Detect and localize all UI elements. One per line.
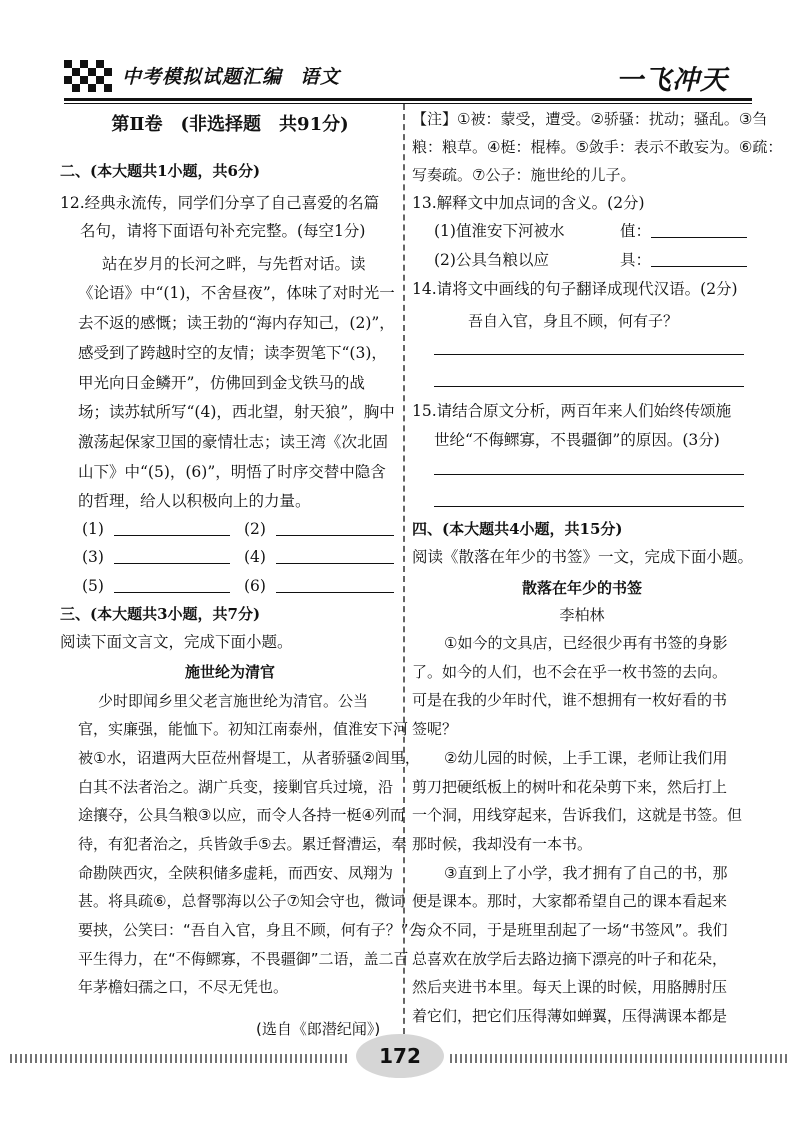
part3-heading: 三、(本大题共3小题，共7分)	[60, 605, 261, 623]
notes-line: 写奏疏。⑦公子：施世纶的儿子。	[412, 166, 636, 184]
fill-blank-5[interactable]	[82, 575, 230, 597]
q12-line: 激荡起保家卫国的豪情壮志；读王湾《次北固	[78, 433, 389, 451]
article-line: 一个洞，用线穿起来，告诉我们，这就是书签。但	[412, 806, 743, 824]
article-line: 便是课本。那时，大家都希望自己的课本看起来	[412, 892, 728, 910]
q12-line: 去不返的感慨；读王勃的“海内存知己，(2)”，	[78, 314, 395, 332]
fill-label: (5)	[82, 577, 104, 595]
q12-line: 场；读苏轼所写“(4)，西北望，射天狼”，胸中	[78, 403, 395, 421]
section-title: 第Ⅱ卷 (非选择题 共91分)	[111, 114, 349, 135]
q14-prompt: 14.请将文中画线的句子翻译成现代汉语。(2分)	[412, 280, 738, 298]
fill-blank-2[interactable]	[244, 518, 394, 540]
part4-heading: 四、(本大题共4小题，共15分)	[412, 520, 623, 538]
article-line: 可是在我的少年时代，谁不想拥有一枚好看的书	[412, 691, 728, 709]
article-line: ①如今的文具店，已经很少再有书签的身影	[444, 634, 728, 652]
part4-instruction: 阅读《散落在年少的书签》一文，完成下面小题。	[412, 548, 754, 566]
q15-answer-line[interactable]	[434, 474, 744, 475]
article-line: 然后夹进书本里。每天上课的时候，用胳膊肘压	[412, 978, 728, 996]
footer-ornament-left	[10, 1054, 350, 1063]
passage-title: 施世纶为清官	[184, 663, 275, 681]
passage-line: 平生得力，在“不侮鳏寡，不畏疆御”二语，盖二百	[78, 950, 409, 968]
fill-blank-1[interactable]	[82, 518, 230, 540]
fill-label: (2)	[244, 520, 266, 538]
fill-blank-6[interactable]	[244, 575, 394, 597]
page-number: 172	[356, 1034, 444, 1078]
passage-line: 命勘陕西灾，全陕积储多虚耗，而西安、凤翔为	[78, 864, 394, 882]
q12-line: 《论语》中“(1)，不舍昼夜”，体味了对时光一	[78, 284, 395, 302]
passage-line: 年茅檐妇孺之口，不尽无凭也。	[78, 978, 289, 996]
series-title	[122, 62, 340, 89]
page-header	[0, 0, 800, 110]
article-line: ②幼儿园的时候，上手工课，老师让我们用	[444, 749, 728, 767]
article-line: 那时候，我却没有一本书。	[412, 835, 593, 853]
q12-line: 名句，请将下面语句补充完整。(每空1分)	[80, 222, 366, 240]
fill-blank-3[interactable]	[82, 546, 230, 568]
q12-line: 山下》中“(5)，(6)”，明悟了时序交替中隐含	[78, 463, 386, 481]
q13-answer-2[interactable]	[620, 249, 747, 271]
q14-sentence: 吾自入官，身且不顾，何有子？	[468, 312, 679, 330]
brand-logo: 一飞冲天	[616, 65, 728, 96]
q13-item-1: (1)值淮安下河被水	[434, 222, 565, 240]
fill-label: (1)	[82, 520, 104, 538]
part3-instruction: 阅读下面文言文，完成下面小题。	[60, 633, 293, 651]
notes-line: 【注】①被：蒙受，遭受。②骄骚：扰动；骚乱。③刍	[412, 110, 768, 128]
article-line: ③直到上了小学，我才拥有了自己的书，那	[444, 864, 728, 882]
q13-answer-1[interactable]	[620, 220, 747, 242]
article-line: 了。如今的人们，也不会在乎一枚书签的去向。	[412, 663, 728, 681]
article-line: 剪刀把硬纸板上的树叶和花朵剪下来，然后打上	[412, 778, 728, 796]
article-line: 签呢？	[412, 720, 458, 738]
fill-label: (6)	[244, 577, 266, 595]
passage-line: 被①水，诏遣两大臣莅州督堤工，从者骄骚②闾里，	[78, 749, 420, 767]
passage-line: 要挟，公笑曰：“吾自入官，身且不顾，何有子？”公	[78, 921, 424, 939]
part2-heading: 二、(本大题共1小题，共6分)	[60, 162, 261, 180]
q12-line: 站在岁月的长河之畔，与先哲对话。读	[102, 255, 366, 273]
q12-line: 12.经典永流传，同学们分享了自己喜爱的名篇	[60, 194, 380, 212]
article-author: 李柏林	[559, 606, 605, 624]
footer-ornament-right	[450, 1054, 790, 1063]
q15-prompt: 世纶“不侮鳏寡，不畏疆御”的原因。(3分)	[434, 431, 720, 449]
header-rule	[64, 98, 752, 101]
q13-label: 具：	[620, 251, 652, 269]
article-line: 着它们，把它们压得薄如蝉翼，压得满课本都是	[412, 1007, 728, 1025]
checker-logo-icon	[64, 60, 112, 98]
fill-label: (3)	[82, 548, 104, 566]
q13-label: 值：	[620, 222, 652, 240]
series-name: 中考模拟试题汇编	[122, 66, 283, 88]
article-line: 与众不同，于是班里刮起了一场“书签风”。我们	[412, 921, 728, 939]
passage-line: 少时即闻乡里父老言施世纶为清官。公当	[98, 692, 369, 710]
passage-line: 官，实廉强，能恤下。初知江南泰州，值淮安下河	[78, 720, 409, 738]
q15-prompt: 15.请结合原文分析，两百年来人们始终传颂施	[412, 402, 732, 420]
passage-line: 待，有犯者治之，兵皆敛手⑤去。累迁督漕运，奉	[78, 835, 407, 853]
q15-answer-line[interactable]	[434, 506, 744, 507]
q12-line: 感受到了跨越时空的友情；读李贺笔下“(3)，	[78, 344, 387, 362]
passage-line: 甚。将具疏⑥，总督鄂海以公子⑦知会守也，微词	[78, 892, 405, 910]
q14-answer-line[interactable]	[434, 386, 744, 387]
q13-item-2: (2)公具刍粮以应	[434, 251, 549, 269]
subject-name: 语文	[300, 66, 341, 88]
q13-prompt: 13.解释文中加点词的含义。(2分)	[412, 194, 645, 212]
passage-line: 途攘夺，公具刍粮③以应，而令人各持一梃④列而	[78, 806, 405, 824]
article-title: 散落在年少的书签	[521, 579, 642, 597]
article-line: 总喜欢在放学后去路边摘下漂亮的叶子和花朵，	[412, 950, 728, 968]
fill-label: (4)	[244, 548, 266, 566]
passage-line: 白其不法者治之。湖广兵变，接剿官兵过境，沿	[78, 778, 394, 796]
notes-line: 粮：粮草。④梃：棍棒。⑤敛手：表示不敢妄为。⑥疏：	[412, 138, 783, 156]
q12-line: 的哲理，给人以积极向上的力量。	[78, 492, 311, 510]
q14-answer-line[interactable]	[434, 354, 744, 355]
passage-source: (选自《郎潜纪闻》)	[256, 1020, 381, 1038]
header-rule-thin	[64, 103, 752, 104]
fill-blank-4[interactable]	[244, 546, 394, 568]
q12-line: 甲光向日金鳞开”，仿佛回到金戈铁马的战	[78, 374, 365, 392]
